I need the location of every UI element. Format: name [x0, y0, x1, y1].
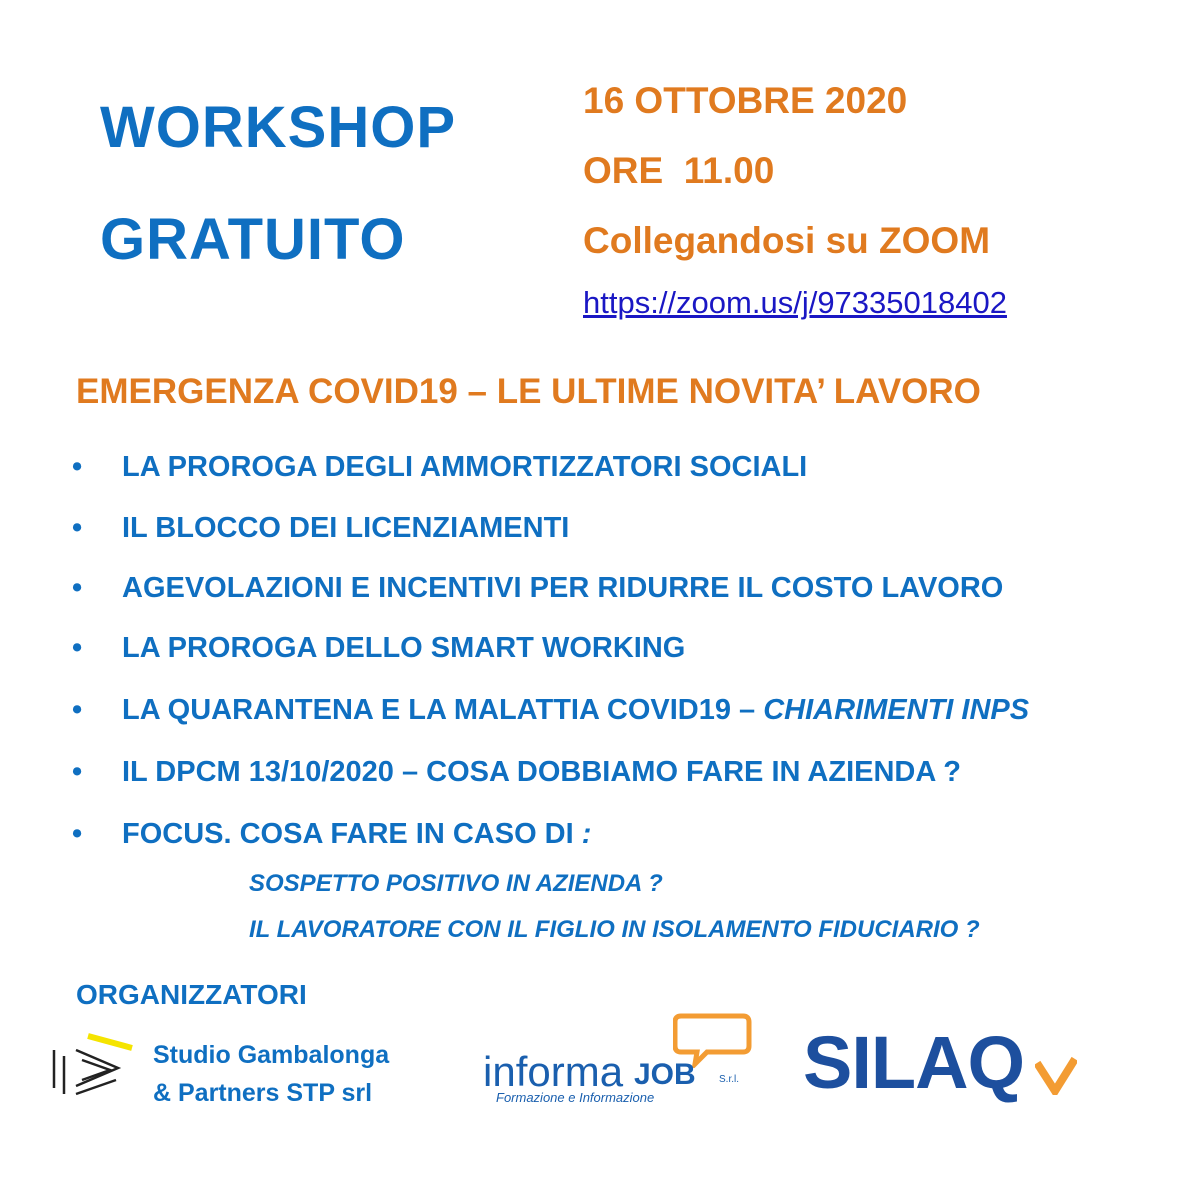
event-time: ORE 11.00 [583, 150, 775, 191]
organizers-label: ORGANIZZATORI [76, 979, 307, 1010]
topic-item [72, 818, 591, 851]
title-line-1: WORKSHOP [100, 95, 456, 160]
topic-item [72, 451, 807, 484]
topic-item [72, 572, 1003, 605]
topic-italic-text: : [581, 818, 592, 850]
silaq-text: SILAQ [803, 1021, 1025, 1104]
bullet-icon: • [72, 451, 83, 483]
bullet-icon: • [72, 756, 83, 788]
event-platform: Collegandosi su ZOOM [583, 220, 991, 261]
studio-gambalonga-mark-icon [40, 1030, 140, 1105]
topic-text: FOCUS. COSA FARE IN CASO DI [122, 818, 582, 850]
studio-gambalonga-name-1: Studio Gambalonga [153, 1041, 390, 1069]
topic-text: IL DPCM 13/10/2020 – COSA DOBBIAMO FARE IN AZIENDA ? [122, 756, 962, 788]
informajob-logo [483, 1010, 763, 1110]
informajob-job: JOB [634, 1058, 696, 1091]
topic-text: IL BLOCCO DEI LICENZIAMENTI [122, 512, 570, 544]
topic-item [72, 512, 569, 545]
topic-text: LA PROROGA DELLO SMART WORKING [122, 632, 686, 664]
studio-gambalonga-name-2: & Partners STP srl [153, 1079, 373, 1107]
silaq-chevron-icon [1035, 1055, 1077, 1095]
bullet-icon: • [72, 512, 83, 544]
informajob-tagline: Formazione e Informazione [496, 1090, 655, 1105]
studio-gambalonga-logo [40, 1030, 140, 1105]
topic-item [72, 694, 1029, 727]
bullet-icon: • [72, 694, 83, 726]
topic-item [72, 756, 961, 789]
informajob-word: informa [483, 1048, 624, 1095]
focus-item: IL LAVORATORE CON IL FIGLIO IN ISOLAMENTO FIDUCIARIO ? [249, 916, 980, 943]
title-line-2: GRATUITO [100, 207, 406, 272]
silaq-logo [803, 1020, 1083, 1104]
bullet-icon: • [72, 632, 83, 664]
focus-item: SOSPETTO POSITIVO IN AZIENDA ? [249, 870, 663, 897]
topic-text: LA PROROGA DEGLI AMMORTIZZATORI SOCIALI [122, 451, 808, 483]
topic-text: AGEVOLAZIONI E INCENTIVI PER RIDURRE IL COSTO LAVORO [122, 572, 1004, 604]
topic-item [72, 632, 685, 665]
bullet-icon: • [72, 572, 83, 604]
section-heading: EMERGENZA COVID19 – LE ULTIME NOVITA’ LAVORO [76, 372, 981, 411]
informajob-srl: S.r.l. [719, 1074, 740, 1085]
topic-italic-text: CHIARIMENTI INPS [763, 694, 1030, 726]
bullet-icon: • [72, 818, 83, 850]
topic-text: LA QUARANTENA E LA MALATTIA COVID19 – [122, 694, 764, 726]
event-date: 16 OTTOBRE 2020 [583, 80, 908, 121]
zoom-link[interactable]: https://zoom.us/j/97335018402 [583, 285, 1007, 320]
